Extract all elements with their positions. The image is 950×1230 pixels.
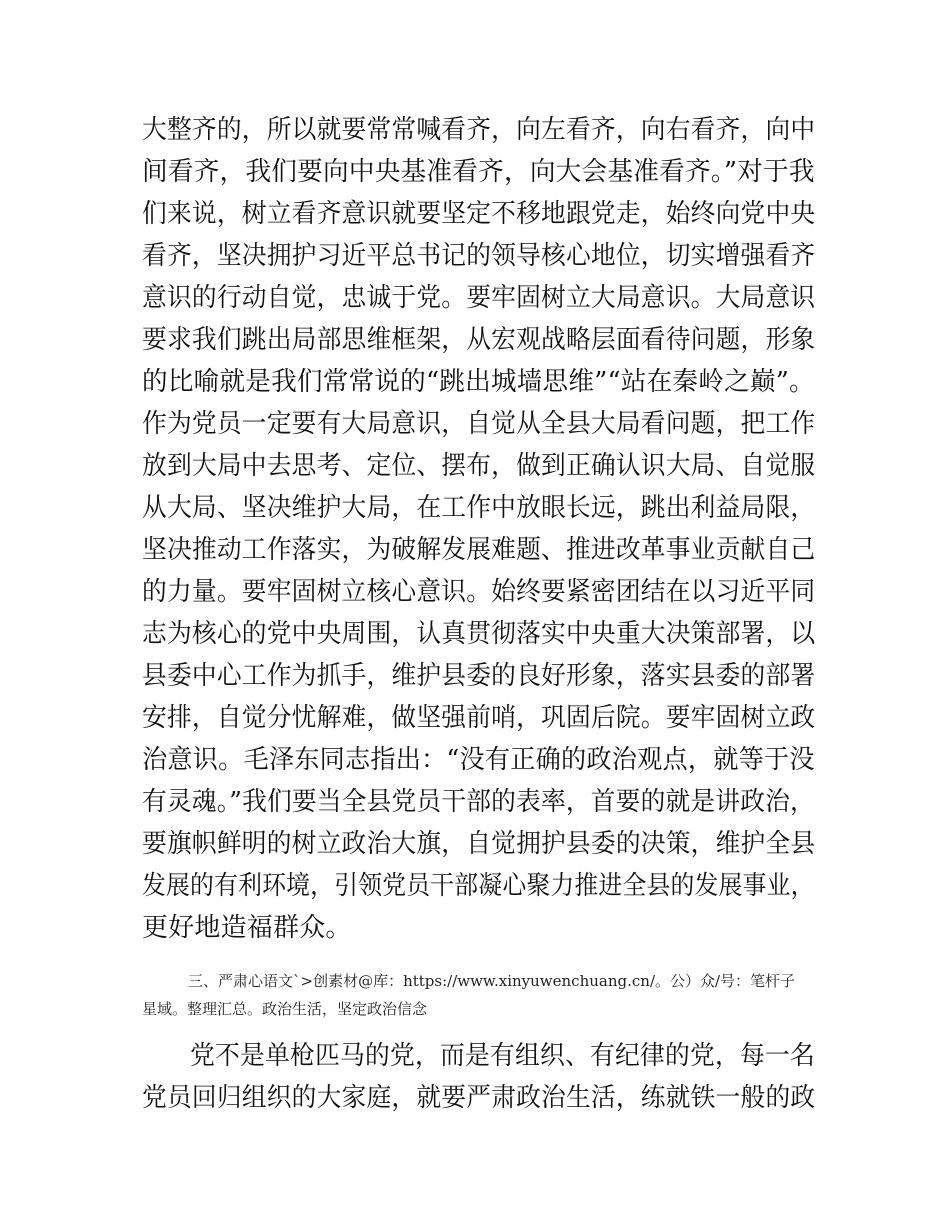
body-text-line: 的比喻就是我们常常说的“跳出城墙思维”“站在秦岭之巅”。 [142, 367, 815, 397]
body-text-line: 志为核心的党中央周围，认真贯彻落实中央重大决策部署，以 [142, 619, 816, 649]
body-text-line: 更好地造福群众。 [142, 913, 352, 943]
body-text-line: 坚决推动工作落实，为破解发展难题、推进改革事业贡献自己 [142, 535, 816, 565]
body-text-line: 意识的行动自觉，忠诚于党。要牢固树立大局意识。大局意识 [142, 283, 816, 313]
body-text-line: 有灵魂。”我们要当全县党员干部的表率，首要的就是讲政治， [142, 787, 815, 817]
body-text-line: 党不是单枪匹马的党，而是有组织、有纪律的党，每一名 [190, 1041, 816, 1071]
body-text-line: 作为党员一定要有大局意识，自觉从全县大局看问题，把工作 [142, 409, 816, 439]
body-text-line: 看齐，坚决拥护习近平总书记的领导核心地位，切实增强看齐 [142, 241, 816, 271]
body-text-line: 治意识。毛泽东同志指出：“没有正确的政治观点，就等于没 [142, 745, 815, 775]
body-text-line: 要旗帜鲜明的树立政治大旗，自觉拥护县委的决策，维护全县 [142, 829, 816, 859]
body-text-line: 县委中心工作为抓手，维护县委的良好形象，落实县委的部署 [142, 661, 816, 691]
body-text-line: 间看齐，我们要向中央基准看齐，向大会基准看齐。”对于我 [142, 157, 815, 187]
body-text-line: 党员回归组织的大家庭，就要严肃政治生活，练就铁一般的政 [142, 1083, 816, 1113]
body-text-line: 从大局、坚决维护大局，在工作中放眼长远，跳出利益局限， [142, 493, 816, 523]
body-text-line: 放到大局中去思考、定位、摆布，做到正确认识大局、自觉服 [142, 451, 816, 481]
body-text-line: 们来说，树立看齐意识就要坚定不移地跟党走，始终向党中央 [142, 199, 816, 229]
section-heading-line: 三、严肃心语文`>创素材@库：https://www.xinyuwenchuang.cn/。公）众/号：笔杆子 [188, 972, 796, 990]
body-text-line: 发展的有利环境，引领党员干部凝心聚力推进全县的发展事业， [142, 871, 815, 901]
body-text-line: 大整齐的，所以就要常常喊看齐，向左看齐，向右看齐，向中 [142, 115, 816, 145]
section-heading-line: 星域。整理汇总。政治生活，坚定政治信念 [142, 1000, 428, 1018]
body-text-line: 安排，自觉分忧解难，做坚强前哨，巩固后院。要牢固树立政 [142, 703, 816, 733]
body-text-line: 的力量。要牢固树立核心意识。始终要紧密团结在以习近平同 [142, 577, 816, 607]
body-text-line: 要求我们跳出局部思维框架，从宏观战略层面看待问题，形象 [142, 325, 816, 355]
